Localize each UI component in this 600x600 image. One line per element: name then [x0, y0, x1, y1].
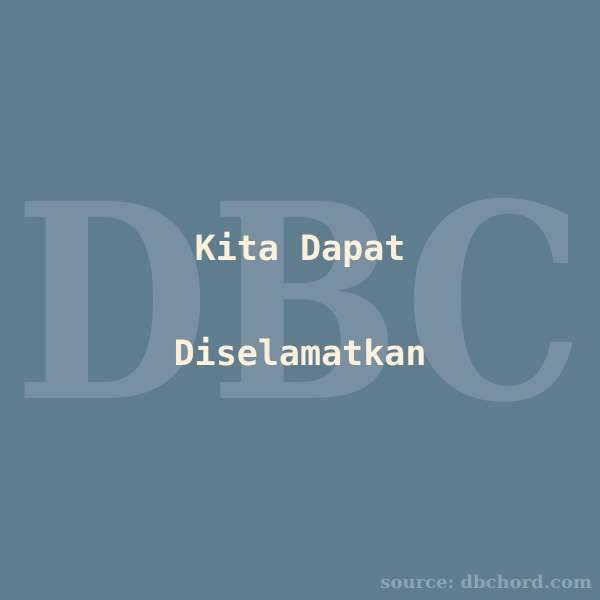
source-credit: source: dbchord.com	[380, 572, 592, 593]
song-title-line-1: Kita Dapat	[194, 229, 406, 269]
song-title-line-2: Diselamatkan	[173, 334, 427, 374]
watermark-text: DBC	[14, 144, 584, 462]
